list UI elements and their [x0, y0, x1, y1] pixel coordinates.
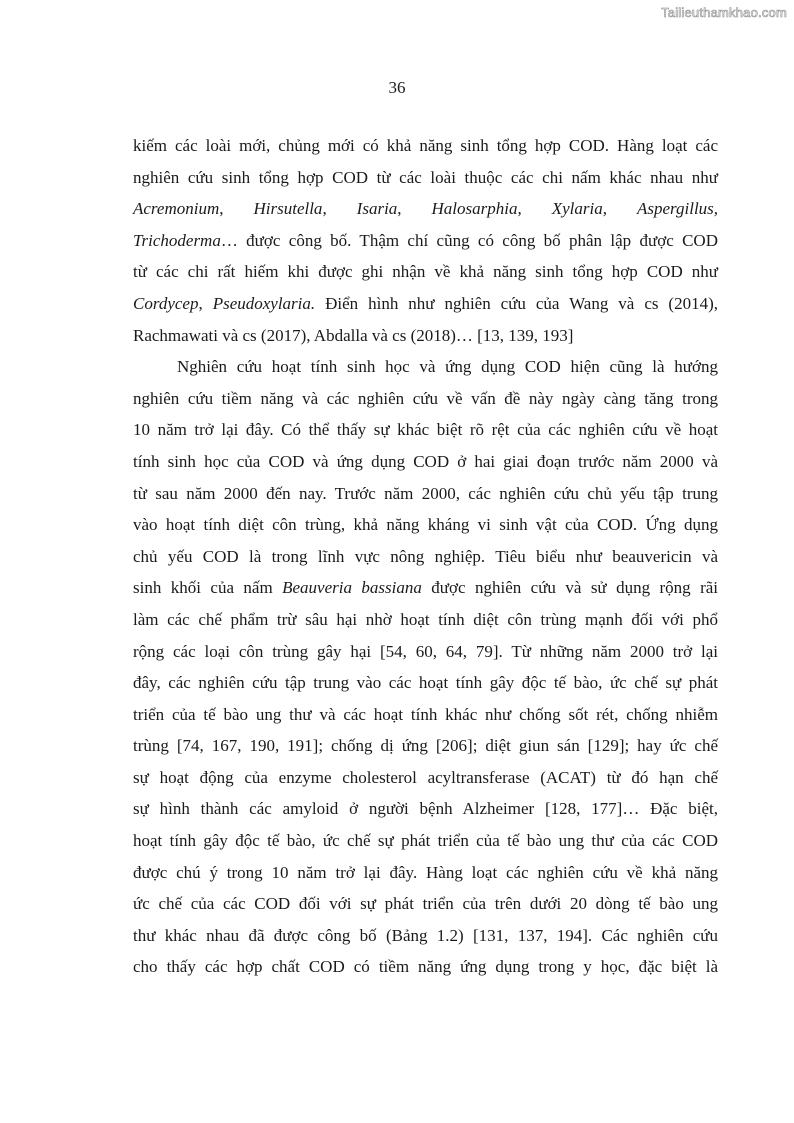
text-segment: trùng [74, 167, 190, 191]; chống dị ứng [206]; diệt giun sán [129]; hay ức chế — [133, 736, 718, 756]
text-segment — [522, 199, 552, 218]
text-line — [133, 446, 718, 478]
text-segment: … được công bố. Thậm chí cũng có công bố phân lập được COD — [220, 230, 718, 250]
text-line — [133, 699, 718, 731]
italic-text: Hirsutella — [253, 199, 323, 219]
text-segment: từ sau năm 2000 đến nay. Trước năm 2000, các nghiên cứu chủ yếu tập trung — [133, 483, 718, 503]
text-line — [133, 130, 718, 162]
text-segment: , — [219, 199, 254, 219]
text-line — [133, 667, 718, 699]
text-line — [133, 636, 718, 668]
text-line — [133, 256, 718, 288]
text-segment: vào hoạt tính diệt côn trùng, khả năng kháng vi sinh vật của COD. Ứng dụng — [133, 515, 718, 535]
text-segment: làm các chế phẩm trừ sâu hại nhờ hoạt tính diệt côn trùng mạnh đối với phổ — [133, 609, 718, 629]
text-line — [133, 951, 718, 983]
text-segment: tính sinh học của COD và ứng dụng COD ở hai giai đoạn trước năm 2000 và — [133, 451, 718, 471]
text-segment: sự hình thành các amyloid ở người bệnh Alzheimer [128, 177]… Đặc biệt, — [133, 799, 718, 819]
italic-text: Beauveria bassiana — [282, 578, 422, 598]
text-segment: được chú ý trong 10 năm trở lại đây. Hàng loạt các nghiên cứu về khả năng — [133, 862, 718, 882]
page-number: 36 — [388, 78, 406, 97]
italic-text: Acremonium — [133, 199, 220, 219]
text-segment: Điển hình như nghiên cứu của Wang và cs (2014), — [315, 293, 719, 313]
text-segment: được nghiên cứu và sử dụng rộng rãi — [421, 578, 719, 598]
text-segment: 10 năm trở lại đây. Có thể thấy sự khác biệt rõ rệt của các nghiên cứu về hoạt — [133, 420, 718, 440]
text-line — [133, 288, 718, 320]
text-segment: triển của tế bào ung thư và các hoạt tính khác như chống sốt rét, chống nhiễm — [133, 704, 718, 724]
text-line — [133, 509, 718, 541]
text-segment: Nghiên cứu hoạt tính sinh học và ứng dụng COD hiện cũng là hướng — [177, 357, 718, 377]
text-segment: nghiên cứu tiềm năng và các nghiên cứu về vấn đề này ngày càng tăng trong — [133, 388, 718, 408]
text-line — [133, 572, 718, 604]
text-segment: thư khác nhau đã được công bố (Bảng 1.2) [131, 137, 194]. Các nghiên cứu — [133, 925, 718, 945]
italic-text: Trichoderma — [133, 230, 221, 250]
text-segment: hoạt tính gây độc tế bào, ức chế sự phát triển của tế bào ung thư của các COD — [133, 831, 718, 851]
text-segment: sự hoạt động của enzyme cholesterol acyltransferase (ACAT) từ đó hạn chế — [133, 767, 718, 787]
text-segment: Rachmawati và cs (2017), Abdalla và cs (2018)… [13, 139, 193] — [133, 325, 574, 345]
text-segment: từ các chi rất hiếm khi được ghi nhận về khả năng sinh tổng hợp COD như — [133, 262, 718, 282]
italic-text: Aspergillus, — [636, 199, 719, 219]
text-segment — [607, 199, 637, 218]
text-line — [133, 762, 718, 794]
text-segment: cho thấy các hợp chất COD có tiềm năng ứng dụng trong y học, đặc biệt là — [133, 957, 718, 977]
italic-text: Isaria — [356, 199, 398, 219]
body-text — [133, 130, 718, 983]
text-line — [133, 162, 718, 194]
text-segment: , — [322, 199, 357, 219]
text-line — [133, 320, 718, 352]
text-line — [133, 541, 718, 573]
text-segment: rộng các loại côn trùng gây hại [54, 60, 64, 79]. Từ những năm 2000 trở lại — [133, 641, 718, 661]
text-line — [133, 730, 718, 762]
text-line — [133, 857, 718, 889]
text-segment: nghiên cứu sinh tổng hợp COD từ các loài thuộc các chi nấm khác nhau như — [133, 167, 718, 187]
text-line — [133, 920, 718, 952]
text-line — [133, 351, 718, 383]
text-line — [133, 193, 718, 225]
text-line — [133, 478, 718, 510]
text-line — [133, 604, 718, 636]
text-segment: , — [397, 199, 432, 219]
text-segment: chủ yếu COD là trong lĩnh vực nông nghiệp. Tiêu biểu như beauvericin và — [133, 546, 718, 566]
watermark-text: Tailieuthamkhao.com — [661, 5, 787, 20]
text-segment: đây, các nghiên cứu tập trung vào các hoạt tính gây độc tế bào, ức chế sự phát — [133, 673, 718, 693]
italic-text: Cordycep — [133, 293, 199, 313]
text-line — [133, 825, 718, 857]
text-line — [133, 383, 718, 415]
text-segment: sinh khối của nấm — [133, 578, 283, 598]
text-line — [133, 225, 718, 257]
italic-text: Halosarphia, — [431, 199, 522, 219]
text-line — [133, 793, 718, 825]
italic-text: Xylaria, — [551, 199, 607, 219]
text-segment: , — [198, 293, 213, 313]
italic-text: Pseudoxylaria. — [212, 293, 316, 313]
text-line — [133, 888, 718, 920]
text-segment: kiếm các loài mới, chủng mới có khả năng sinh tổng hợp COD. Hàng loạt các — [133, 136, 718, 155]
text-segment: ức chế của các COD đối với sự phát triển của trên dưới 20 dòng tế bào ung — [133, 894, 718, 914]
text-line — [133, 414, 718, 446]
